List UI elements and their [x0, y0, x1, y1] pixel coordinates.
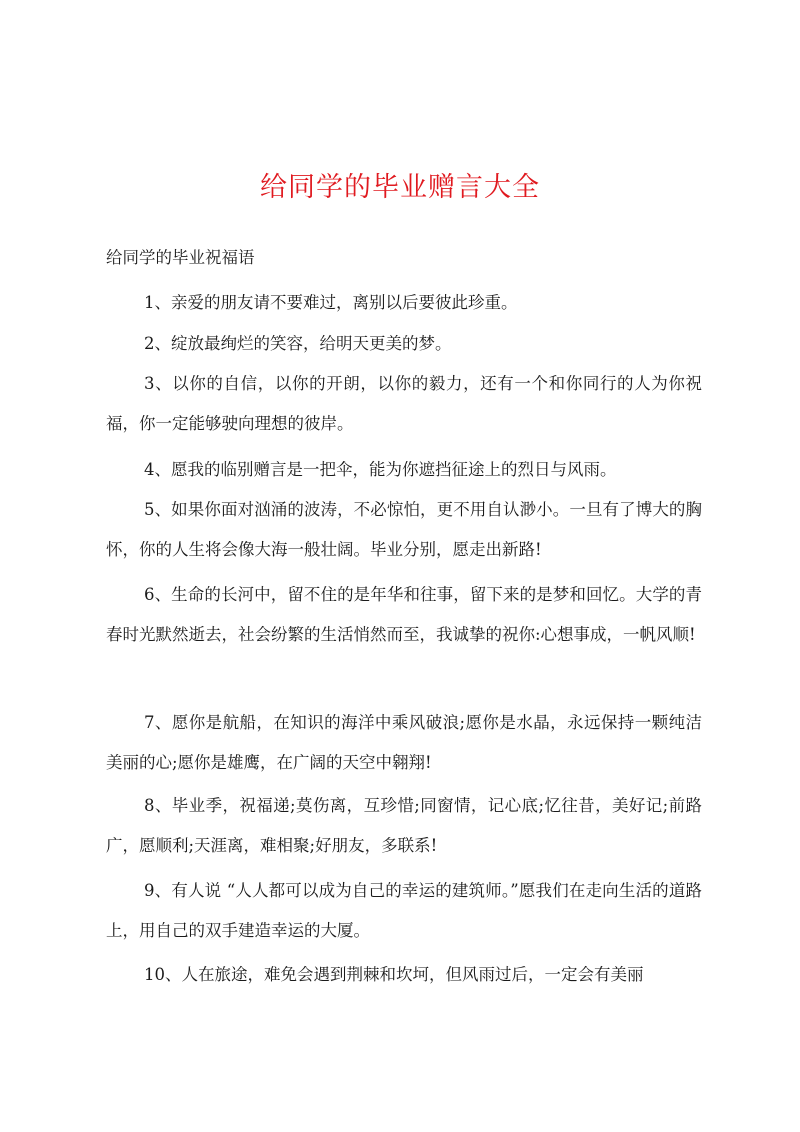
blessing-item-1: 1、亲爱的朋友请不要难过，离别以后要彼此珍重。: [144, 293, 518, 312]
blessing-item-10: 10、人在旅途，难免会遇到荆棘和坎坷，但风雨过后，一定会有美丽: [144, 965, 644, 984]
blessing-item-2: 2、绽放最绚烂的笑容，给明天更美的梦。: [144, 334, 452, 353]
blessing-item-6: 6、生命的长河中，留不住的是年华和往事，留下来的是梦和回忆。大学的青春时光默然逝去，社会纷繁的生活悄然而至，我诚挚的祝你:心想事成，一帆风顺!: [106, 585, 702, 644]
blessing-item-4: 4、愿我的临别赠言是一把伞，能为你遮挡征途上的烈日与风雨。: [144, 460, 617, 479]
blessing-item-8: 8、毕业季，祝福递;莫伤离，互珍惜;同窗情，记心底;忆往昔，美好记;前路广，愿顺利;天涯离，难相聚;好朋友，多联系!: [106, 796, 702, 855]
document-title: 给同学的毕业赠言大全: [260, 172, 540, 203]
section-heading: 给同学的毕业祝福语: [106, 248, 255, 267]
blessing-item-5: 5、如果你面对汹涌的波涛，不必惊怕，更不用自认渺小。一旦有了博大的胸怀，你的人生将会像大海一般壮阔。毕业分别，愿走出新路!: [106, 500, 702, 559]
blessing-item-9: 9、有人说 “人人都可以成为自己的幸运的建筑师。”愿我们在走向生活的道路上，用自己的双手建造幸运的大厦。: [106, 881, 702, 940]
blessing-item-7: 7、愿你是航船，在知识的海洋中乘风破浪;愿你是水晶，永远保持一颗纯洁美丽的心;愿你是雄鹰，在广阔的天空中翱翔!: [106, 713, 702, 772]
blessing-item-3: 3、以你的自信，以你的开朗，以你的毅力，还有一个和你同行的人为你祝福，你一定能够驶向理想的彼岸。: [106, 374, 702, 433]
